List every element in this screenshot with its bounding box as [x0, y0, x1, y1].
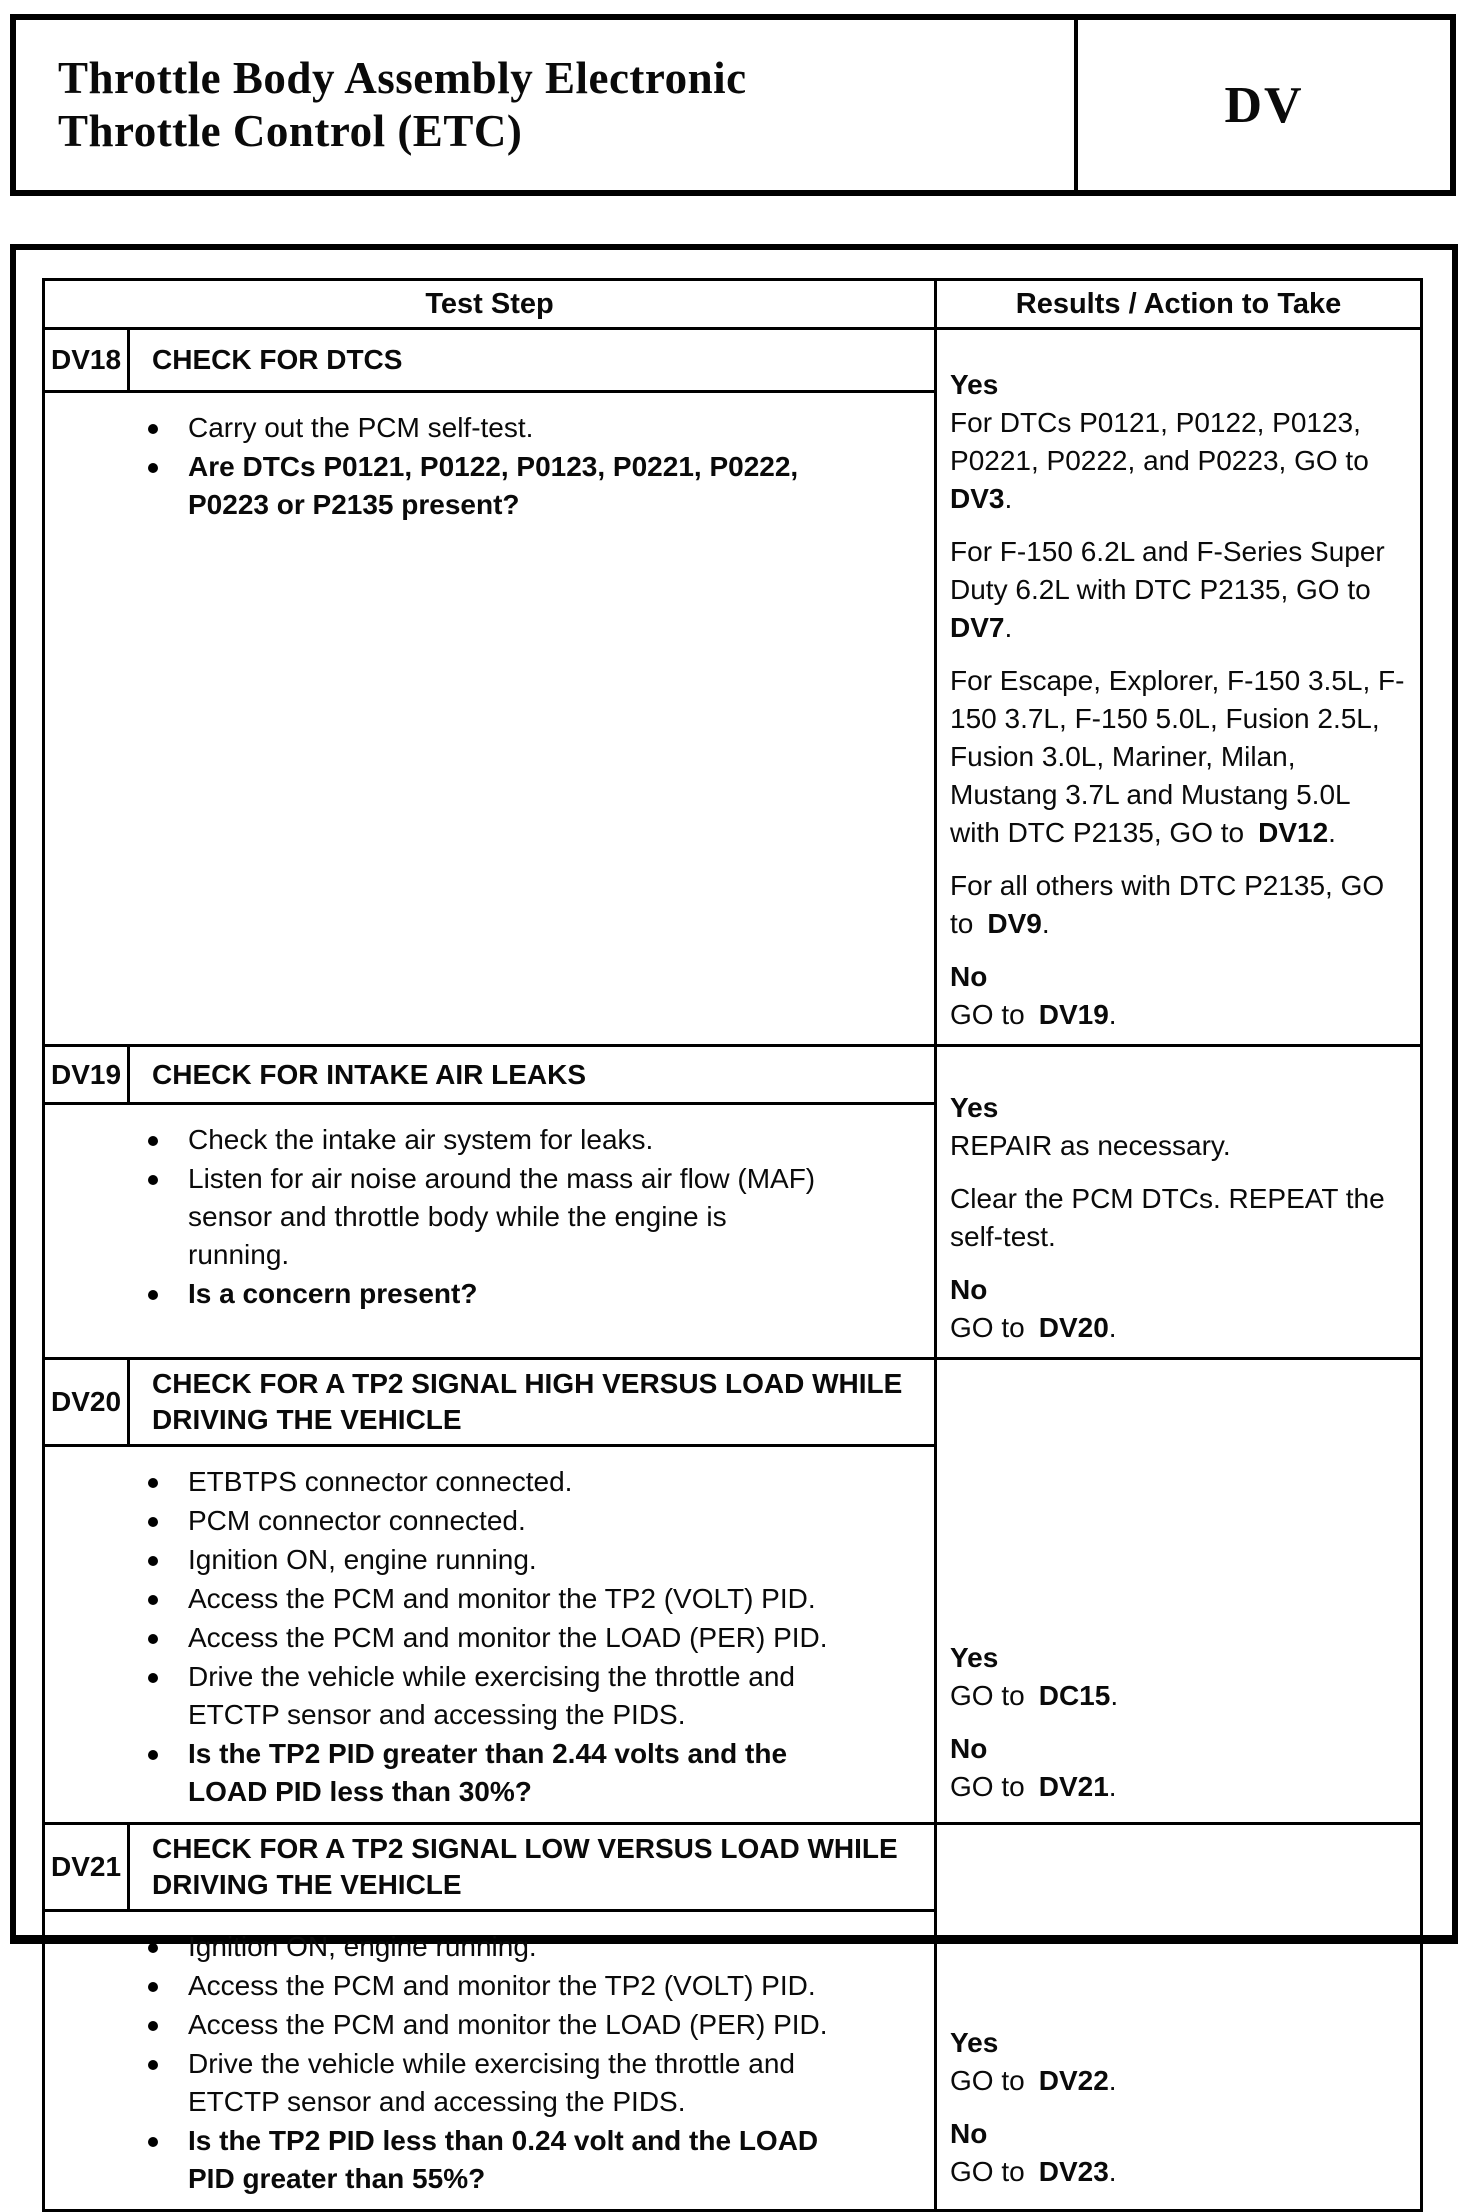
bullet-text: Drive the vehicle while exercising the throttle and ETCTP sensor and accessing the PIDS.	[188, 2048, 795, 2117]
result-text: DV22	[1038, 2065, 1109, 2096]
step-title: CHECK FOR A TP2 SIGNAL HIGH VERSUS LOAD WHILE DRIVING THE VEHICLE	[129, 1359, 936, 1446]
bullet-dot-icon	[148, 1121, 188, 1159]
bullet-text: Access the PCM and monitor the LOAD (PER) PID.	[188, 2009, 828, 2040]
bullet-dot-icon	[148, 1541, 188, 1579]
bullet-item	[45, 1928, 924, 1966]
result-text: GO to	[950, 1771, 1039, 1802]
bullet-item	[45, 2006, 924, 2044]
bullet-item	[45, 1619, 924, 1657]
result-text: For DTCs P0121, P0122, P0123, P0221, P0222, and P0223, GO to	[950, 407, 1383, 476]
bullet-item	[45, 1580, 924, 1618]
result-text: GO to	[950, 999, 1039, 1030]
step-title: CHECK FOR A TP2 SIGNAL LOW VERSUS LOAD WHILE DRIVING THE VEHICLE	[129, 1824, 936, 1911]
header-code-cell	[1074, 20, 1450, 190]
bullet-dot-icon	[148, 1967, 188, 2005]
section-title-row	[44, 329, 1422, 392]
page-title: Throttle Body Assembly Electronic Throttle Control (ETC)	[58, 53, 747, 156]
header-title-cell	[16, 20, 1074, 190]
result-text: DV12	[1258, 817, 1329, 848]
result-text: Clear the PCM DTCs. REPEAT the self-test.	[950, 1183, 1385, 1252]
bullet-item	[45, 448, 924, 524]
step-instructions-cell	[44, 1104, 936, 1359]
bullet-text: Access the PCM and monitor the LOAD (PER) PID.	[188, 1622, 828, 1653]
result-paragraph	[950, 2024, 1406, 2100]
bullet-item	[45, 1502, 924, 1540]
results-cell	[936, 1359, 1422, 1824]
bullet-item	[45, 1275, 924, 1313]
step-instructions-cell	[44, 392, 936, 1046]
result-text: .	[1108, 2065, 1117, 2096]
result-text: .	[1108, 999, 1117, 1030]
step-instructions-cell	[44, 1446, 936, 1824]
result-text: For F-150 6.2L and F-Series Super Duty 6.2L with DTC P2135, GO to	[950, 536, 1385, 605]
bullet-dot-icon	[148, 2006, 188, 2044]
bullet-text: Is the TP2 PID less than 0.24 volt and the LOAD PID greater than 55%?	[188, 2125, 819, 2194]
result-text: REPAIR as necessary.	[950, 1130, 1231, 1161]
bullet-dot-icon	[148, 1160, 188, 1274]
bullet-item	[45, 409, 924, 447]
result-text: For Escape, Explorer, F-150 3.5L, F-150 3.7L, F-150 5.0L, Fusion 2.5L, Fusion 3.0L, Mariner, Milan, Mustang 3.7L and Mustang 5.0L with DTC P2135, GO to	[950, 665, 1405, 848]
result-paragraph	[950, 1639, 1406, 1715]
pinpoint-table	[42, 278, 1423, 2212]
bullet-text: Drive the vehicle while exercising the throttle and ETCTP sensor and accessing the PIDS.	[188, 1661, 795, 1730]
bullet-text: Is a concern present?	[188, 1278, 478, 1310]
result-text: GO to	[950, 2156, 1039, 2187]
result-text: DV20	[1038, 1312, 1109, 1343]
step-instructions-cell	[44, 1911, 936, 2211]
bullet-dot-icon	[148, 1619, 188, 1657]
result-text: .	[1041, 908, 1050, 939]
result-paragraph	[950, 1271, 1406, 1347]
result-text: DV19	[1038, 999, 1109, 1030]
bullet-dot-icon	[148, 1463, 188, 1501]
bullet-dot-icon	[148, 1735, 188, 1811]
step-id: DV18	[44, 329, 129, 392]
step-id: DV21	[44, 1824, 129, 1911]
bullet-dot-icon	[148, 409, 188, 447]
bullet-dot-icon	[148, 1502, 188, 1540]
result-paragraph	[950, 867, 1406, 943]
section-title-row	[44, 1046, 1422, 1104]
result-paragraph	[950, 366, 1406, 518]
section-title-row	[44, 1359, 1422, 1446]
bullet-item	[45, 1121, 924, 1159]
result-text: Yes	[950, 1092, 999, 1123]
result-text: .	[1108, 1312, 1117, 1343]
bullet-text: PCM connector connected.	[188, 1505, 526, 1536]
bullet-item	[45, 1967, 924, 2005]
result-text: Yes	[950, 1642, 999, 1673]
result-text: GO to	[950, 1312, 1039, 1343]
results-cell	[936, 1824, 1422, 2211]
result-text: DV21	[1038, 1771, 1109, 1802]
result-text: DC15	[1038, 1680, 1111, 1711]
column-header-results: Results / Action to Take	[936, 280, 1422, 329]
result-paragraph	[950, 1730, 1406, 1806]
result-text: DV9	[987, 908, 1042, 939]
table-body	[44, 329, 1422, 2211]
result-text: .	[1108, 2156, 1117, 2187]
result-paragraph	[950, 1089, 1406, 1165]
bullet-list	[45, 1928, 924, 2198]
bullet-text: ETBTPS connector connected.	[188, 1466, 573, 1497]
result-text: DV23	[1038, 2156, 1109, 2187]
result-paragraph	[950, 958, 1406, 1034]
result-text: No	[950, 2118, 988, 2149]
bullet-item	[45, 1463, 924, 1501]
section-title-row	[44, 1824, 1422, 1911]
result-text: No	[950, 961, 988, 992]
result-text: DV3	[950, 483, 1005, 514]
bullet-text: Access the PCM and monitor the TP2 (VOLT) PID.	[188, 1583, 816, 1614]
bullet-dot-icon	[148, 1658, 188, 1734]
bullet-dot-icon	[148, 1275, 188, 1313]
result-text: .	[1004, 612, 1013, 643]
bullet-dot-icon	[148, 1580, 188, 1618]
result-text: Yes	[950, 2027, 999, 2058]
result-paragraph	[950, 662, 1406, 852]
bullet-dot-icon	[148, 1928, 188, 1966]
result-paragraph	[950, 1180, 1406, 1256]
result-text: .	[1004, 483, 1013, 514]
bullet-item	[45, 1735, 924, 1811]
result-text: No	[950, 1733, 988, 1764]
result-text: No	[950, 1274, 988, 1305]
result-text: .	[1110, 1680, 1119, 1711]
step-id: DV19	[44, 1046, 129, 1104]
result-text: .	[1328, 817, 1336, 848]
bullet-text: Carry out the PCM self-test.	[188, 412, 534, 444]
result-text: GO to	[950, 1680, 1039, 1711]
bullet-text: Is the TP2 PID greater than 2.44 volts and the LOAD PID less than 30%?	[188, 1738, 788, 1807]
header-box	[10, 14, 1456, 196]
bullet-text: Are DTCs P0121, P0122, P0123, P0221, P0222, P0223 or P2135 present?	[188, 451, 799, 521]
result-text: GO to	[950, 2065, 1039, 2096]
bullet-item	[45, 1658, 924, 1734]
result-paragraph	[950, 533, 1406, 647]
bullet-text: Check the intake air system for leaks.	[188, 1124, 654, 1156]
bullet-list	[45, 1463, 924, 1811]
step-title: CHECK FOR DTCS	[129, 329, 936, 392]
column-header-row	[44, 280, 1422, 329]
bullet-text: Ignition ON, engine running.	[188, 1931, 537, 1962]
bullet-item	[45, 1160, 924, 1274]
main-box	[10, 244, 1458, 2194]
step-title: CHECK FOR INTAKE AIR LEAKS	[129, 1046, 936, 1104]
result-text: .	[1108, 1771, 1117, 1802]
bullet-text: Listen for air noise around the mass air flow (MAF) sensor and throttle body while the engine is running.	[188, 1163, 816, 1271]
pinpoint-test-code: DV	[1224, 76, 1304, 134]
results-cell	[936, 329, 1422, 1046]
bullet-text: Ignition ON, engine running.	[188, 1544, 537, 1575]
result-text: Yes	[950, 369, 999, 400]
bullet-item	[45, 1541, 924, 1579]
bullet-text: Access the PCM and monitor the TP2 (VOLT) PID.	[188, 1970, 816, 2001]
bullet-list	[45, 1121, 924, 1313]
bullet-item	[45, 2122, 924, 2198]
bullet-list	[45, 409, 924, 524]
bullet-dot-icon	[148, 2122, 188, 2198]
result-paragraph	[950, 2115, 1406, 2191]
results-cell	[936, 1046, 1422, 1359]
step-id: DV20	[44, 1359, 129, 1446]
column-header-test-step: Test Step	[44, 280, 936, 329]
result-text: For all others with DTC P2135, GO to	[950, 870, 1385, 939]
bullet-dot-icon	[148, 448, 188, 524]
bullet-item	[45, 2045, 924, 2121]
bullet-dot-icon	[148, 2045, 188, 2121]
result-text: DV7	[950, 612, 1005, 643]
